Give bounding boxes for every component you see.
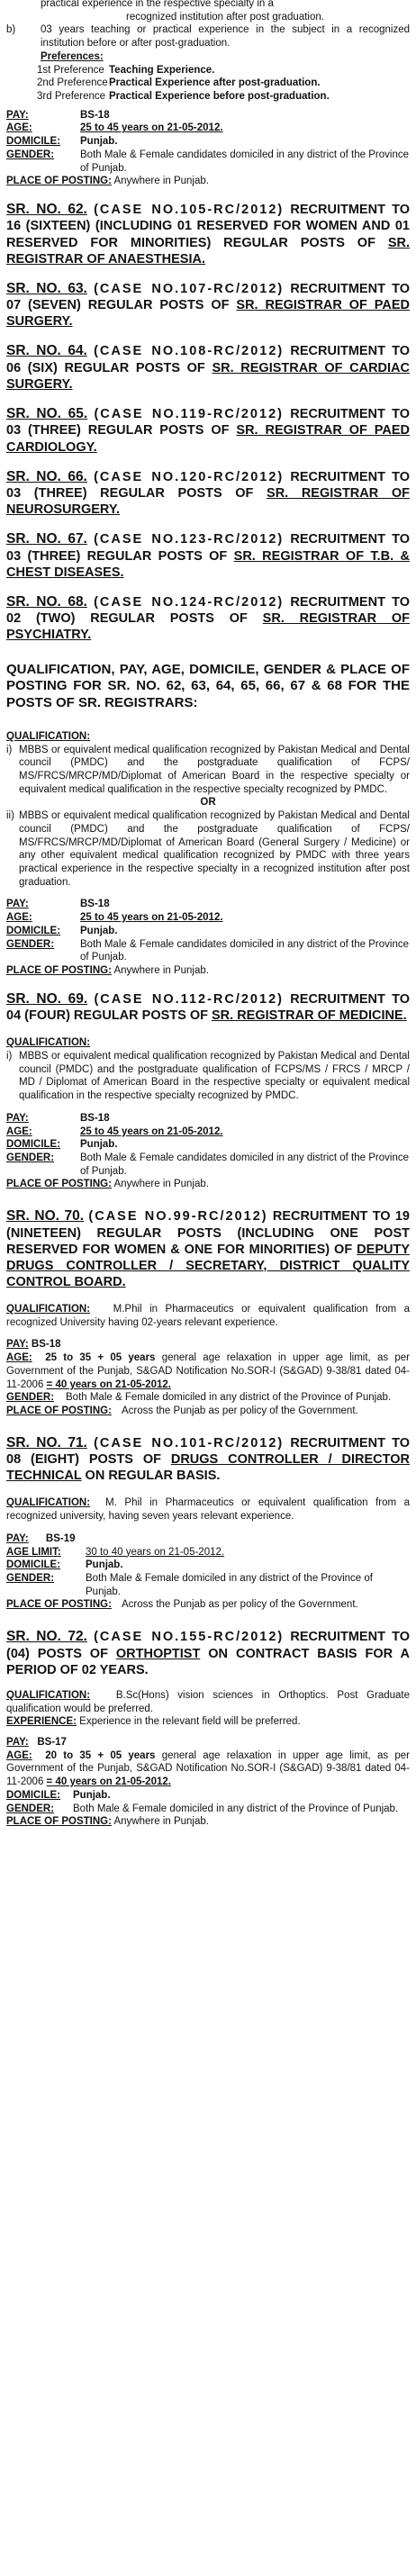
gender-value: Both Male & Female domiciled in any district of the Province of Punjab. xyxy=(73,1803,399,1814)
pay-label: PAY: xyxy=(6,1112,29,1124)
gender-value: Both Male & Female candidates domiciled in any district of the Province of Punjab. xyxy=(80,149,409,174)
posting-label: PLACE OF POSTING: xyxy=(6,1406,112,1417)
posting-line: PLACE OF POSTING: Anywhere in Punjab. xyxy=(6,1179,209,1190)
posting-line: PLACE OF POSTING: Anywhere in Punjab. xyxy=(6,1816,209,1828)
section-heading-sr65: SR. NO. 65. (CASE NO.119-RC/2012) RECRUITMENT TO 03 (THREE) REGULAR POSTS OF SR. REGISTRAR OF PAED CARDIOLOGY. xyxy=(6,406,411,455)
age-value: 25 to 45 years on 21-05-2012. xyxy=(80,912,223,924)
gender-label: GENDER: xyxy=(6,1573,55,1584)
qualification-paragraph: QUALIFICATION: M.Phil in Pharmaceutics or equivalent qualification from a recognized University having 02-years relevant experience. xyxy=(6,1304,410,1328)
age-value: 25 to 45 years on 21-05-2012. xyxy=(80,122,223,134)
eligibility-block xyxy=(6,1532,410,1612)
eligibility-block xyxy=(6,1338,410,1417)
post-title: SR. REGISTRAR OF PSYCHIATRY. xyxy=(6,611,411,643)
posting-label: PLACE OF POSTING: xyxy=(6,1599,112,1611)
posting-line: PLACE OF POSTING: Anywhere in Punjab. xyxy=(6,965,209,977)
or-separator: OR xyxy=(200,797,216,809)
domicile-value: Punjab. xyxy=(73,1789,111,1801)
gender-label: GENDER: xyxy=(6,1803,55,1814)
post-title: SR. REGISTRAR OF NEUROSURGERY. xyxy=(6,486,410,518)
qualification-paragraph: QUALIFICATION: B.Sc(Hons) vision sciences in Orthoptics. Post Graduate qualification would be preferred. xyxy=(6,1689,410,1714)
section-heading-sr70: SR. NO. 70. (CASE NO.99-RC/2012) RECRUITMENT TO 19 (NINETEEN) REGULAR POSTS (INCLUDING ONE POST RESERVED FOR WOMEN & ONE FOR MINORITIES) OF DEPUTY DRUGS CONTROLLER / SECRETARY, DISTRICT QUALITY CONTROL BOARD. xyxy=(6,1208,410,1289)
gender-label: GENDER: xyxy=(6,1392,55,1404)
eligibility-grid xyxy=(6,109,410,176)
criteria-b-text: 03 years teaching or practical experience in the subject in a recognized institution before or after post-graduation. xyxy=(41,24,410,50)
post-title: DEPUTY DRUGS CONTROLLER / SECRETARY, DISTRICT QUALITY CONTROL BOARD. xyxy=(6,1242,410,1289)
pay-value: BS-18 xyxy=(80,109,110,121)
eligibility-grid xyxy=(6,1112,410,1179)
domicile-label: DOMICILE: xyxy=(6,136,61,148)
section-heading-sr63: SR. NO. 63. (CASE NO.107-RC/2012) RECRUITMENT TO 07 (SEVEN) REGULAR POSTS OF SR. REGISTRAR OF PAED SURGERY. xyxy=(6,280,410,330)
pay-value: BS-18 xyxy=(80,899,110,910)
qualification-item: i) MBBS or equivalent medical qualification recognized by Pakistan Medical and Dental council (PMDC) and the postgraduate qualification of FCPS/ MS/FRCS/MRCP/MD/Diplomat of American Board in the respective specialty or equivalent medical qualification in the respective specialty recognized by PMDC. xyxy=(6,744,410,795)
post-title: SR. REGISTRAR OF MEDICINE. xyxy=(212,1008,407,1024)
domicile-value: Punjab. xyxy=(80,925,118,936)
summary-heading: QUALIFICATION, PAY, AGE, DOMICILE, GENDER & PLACE OF POSTING FOR SR. NO. 62, 63, 64, 65, 66, 67 & 68 FOR THE POSTS OF SR. REGISTRARS: xyxy=(6,661,410,711)
list-marker: b) xyxy=(6,24,16,36)
section-heading-sr69: SR. NO. 69. (CASE NO.112-RC/2012) RECRUITMENT TO 04 (FOUR) REGULAR POSTS OF SR. REGISTRAR OF MEDICINE. xyxy=(6,990,411,1024)
age-line: AGE: 25 to 35 + 05 years general age relaxation in upper age limit, as per Government of the Punjab, S&GAD Notification No.SOR-I (S&GAD) 9-38/81 dated 04-11-2006 = 40 years on 21-05-2012. xyxy=(6,1352,410,1390)
post-title: SR. REGISTRAR OF ANAESTHESIA. xyxy=(6,235,410,267)
pay-value: BS-19 xyxy=(45,1532,76,1544)
preferences-title: Preferences: xyxy=(41,50,104,62)
age-label: AGE: xyxy=(6,1125,32,1137)
criteria-a-line: practical experience in the respective specialty in a xyxy=(41,0,274,9)
section-heading-sr68: SR. NO. 68. (CASE NO.124-RC/2012) RECRUITMENT TO 02 (TWO) REGULAR POSTS OF SR. REGISTRAR OF PSYCHIATRY. xyxy=(6,593,411,643)
section-heading-sr71: SR. NO. 71. (CASE NO.101-RC/2012) RECRUITMENT TO 08 (EIGHT) POSTS OF DRUGS CONTROLLER / DIRECTOR TECHNICAL ON REGULAR BASIS. xyxy=(6,1434,411,1484)
post-title: SR. REGISTRAR OF T.B. & CHEST DISEASES. xyxy=(6,548,410,580)
pay-value: BS-18 xyxy=(31,1339,61,1351)
section-heading-sr62: SR. NO. 62. (CASE NO.105-RC/2012) RECRUITMENT TO 16 (SIXTEEN) (INCLUDING 01 RESERVED FOR WOMEN AND 01 RESERVED FOR MINORITIES) REGULAR POSTS OF SR. REGISTRAR OF ANAESTHESIA. xyxy=(6,202,410,267)
pay-value: BS-17 xyxy=(37,1736,67,1748)
post-title: DRUGS CONTROLLER / DIRECTOR TECHNICAL xyxy=(6,1452,411,1484)
criteria-b xyxy=(6,23,410,50)
pay-label: PAY: xyxy=(6,109,29,121)
section-heading-sr67: SR. NO. 67. (CASE NO.123-RC/2012) RECRUITMENT TO 03 (THREE) REGULAR POSTS OF SR. REGISTRAR OF T.B. & CHEST DISEASES. xyxy=(6,531,410,580)
posting-line: PLACE OF POSTING: Anywhere in Punjab. xyxy=(6,176,209,187)
gender-value: Both Male & Female domiciled in any district of the Province of Punjab. xyxy=(66,1392,392,1404)
section-heading-sr72: SR. NO. 72. (CASE NO.155-RC/2012) RECRUITMENT TO (04) POSTS OF ORTHOPTIST ON CONTRACT BASIS FOR A PERIOD OF 02 YEARS. xyxy=(6,1629,410,1677)
pay-label: PAY: xyxy=(6,1339,29,1351)
eligibility-grid xyxy=(6,898,410,964)
domicile-label: DOMICILE: xyxy=(6,1789,61,1801)
experience-line: EXPERIENCE: Experience in the relevant field will be preferred. xyxy=(6,1716,301,1728)
posting-value: Across the Punjab as per policy of the Government. xyxy=(122,1406,358,1417)
qualification-title: QUALIFICATION: xyxy=(6,1037,91,1049)
age-line: AGE: 20 to 35 + 05 years general age relaxation in upper age limit, as per Government of the Punjab, S&GAD Notification No.SOR-I (S&GAD) 9-38/81 dated 04-11-2006 = 40 years on 21-05-2012. xyxy=(6,1749,410,1788)
domicile-label: DOMICILE: xyxy=(6,1139,61,1151)
qualification-item: ii) MBBS or equivalent medical qualification recognized by Pakistan Medical and Dental council (PMDC) and the postgraduate qualification of FCPS/ MS/FRCS/MRCP/MD/Diplomat of American Board (General Surgery / Medicine) or any other equivalent medical qualification recognized by PMDC with three years practical experience in the respective specialty in a recognized institution after post graduation. xyxy=(6,810,410,888)
gender-label: GENDER: xyxy=(6,1152,55,1163)
domicile-label: DOMICILE: xyxy=(6,1559,61,1571)
gender-value: Both Male & Female candidates domiciled in any district of the Province of Punjab. xyxy=(80,1152,409,1177)
pay-label: PAY: xyxy=(6,899,29,910)
domicile-value: Punjab. xyxy=(80,1139,118,1151)
pay-label: PAY: xyxy=(6,1532,29,1544)
posting-value: Across the Punjab as per policy of the Government. xyxy=(122,1599,358,1611)
continued-section xyxy=(6,0,410,23)
preference-row: 2nd Preference Practical Experience after post-graduation. xyxy=(37,77,321,89)
qualification-item: i) MBBS or equivalent medical qualification recognized by Pakistan Medical and Dental council (PMDC) and the postgraduate qualification of FCPS/MS / FRCS / MRCP / MD / Diplomat of American Board in the respective specialty or equivalent medical qualification in the respective specialty recognized by PMDC. xyxy=(6,1050,410,1102)
post-title: ORTHOPTIST xyxy=(115,1646,201,1661)
age-label: AGE LIMIT: xyxy=(6,1546,61,1558)
criteria-a-line: recognized institution after post graduation. xyxy=(126,11,324,23)
age-value: 25 to 45 years on 21-05-2012. xyxy=(80,1125,223,1137)
age-label: AGE: xyxy=(6,912,32,924)
domicile-value: Punjab. xyxy=(86,1559,123,1571)
post-title: SR. REGISTRAR OF PAED CARDIOLOGY. xyxy=(6,423,411,455)
section-heading-sr66: SR. NO. 66. (CASE NO.120-RC/2012) RECRUITMENT TO 03 (THREE) REGULAR POSTS OF SR. REGISTRAR OF NEUROSURGERY. xyxy=(6,468,410,518)
gender-value: Both Male & Female candidates domiciled in any district of the Province of Punjab. xyxy=(80,938,409,963)
gender-value: Both Male & Female domiciled in any district of the Province of Punjab. xyxy=(86,1573,373,1597)
age-label: AGE: xyxy=(6,122,32,134)
post-title: SR. REGISTRAR OF CARDIAC SURGERY. xyxy=(6,360,410,392)
pay-label: PAY: xyxy=(6,1736,29,1748)
preference-row: 1st Preference Teaching Experience. xyxy=(37,64,215,76)
age-value: 30 to 40 years on 21-05-2012. xyxy=(86,1546,225,1558)
domicile-value: Punjab. xyxy=(80,136,118,148)
qualification-paragraph: QUALIFICATION: M. Phil in Pharmaceutics or equivalent qualification from a recognized university, having seven years relevant experience. xyxy=(6,1497,411,1523)
domicile-label: DOMICILE: xyxy=(6,925,61,936)
gender-label: GENDER: xyxy=(6,938,55,950)
section-heading-sr64: SR. NO. 64. (CASE NO.108-RC/2012) RECRUITMENT TO 06 (SIX) REGULAR POSTS OF SR. REGISTRAR OF CARDIAC SURGERY. xyxy=(6,343,410,392)
preference-row: 3rd Preference Practical Experience before post-graduation. xyxy=(37,91,330,103)
pay-value: BS-18 xyxy=(80,1112,110,1124)
gender-label: GENDER: xyxy=(6,149,55,160)
eligibility-block xyxy=(6,1736,410,1829)
post-title: SR. REGISTRAR OF PAED SURGERY. xyxy=(6,298,410,330)
qualification-title: QUALIFICATION: xyxy=(6,730,91,742)
